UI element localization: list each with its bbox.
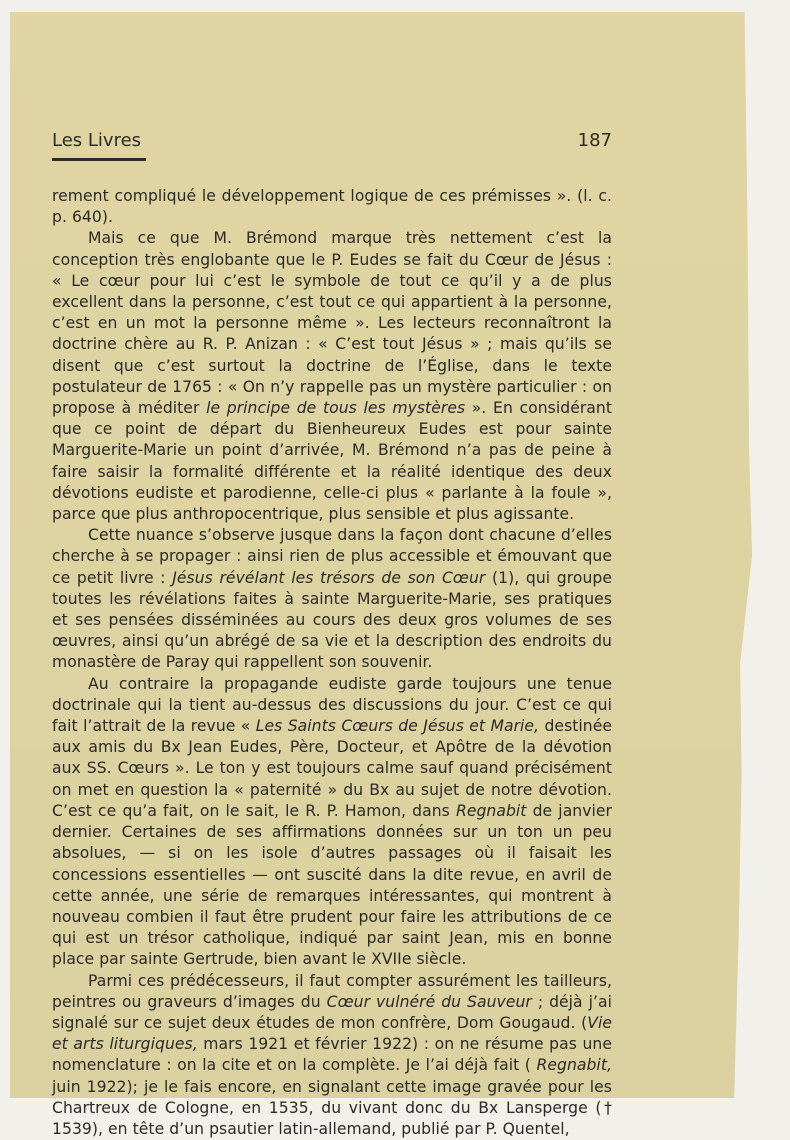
italic-text: Vie et arts liturgiques,	[52, 1013, 612, 1054]
text-span: mars 1921 et février 1922) : on ne résume pas une nomenclature : on la cite et on la complète. Je l’ai déjà fait (	[52, 1035, 612, 1075]
italic-text: Regnabit,	[536, 1056, 612, 1075]
paragraph	[52, 525, 612, 673]
text-span: Mais ce que M. Brémond marque très nettement c’est la conception très englobante que le P. Eudes se fait du Cœur de Jésus : « Le cœur pour lui c’est le symbole de tout ce qu’il y a de plus excellent dans la personne, c’est tout ce qui appartient à la personne, c’est en un mot la personne même ». Les lecteurs reconnaîtront la doctrine chère au R. P. Anizan : « C’est tout Jésus » ; mais qu’ils se disent que c’est surtout la doctrine de l’Église, dans le texte postulateur de 1765 : « On n’y rappelle pas un mystère particulier : on propose à méditer	[52, 229, 612, 418]
text-span: Cette nuance s’observe jusque dans la façon dont chacune d’elles cherche à se propager : ainsi rien de plus accessible et émouvant que ce petit livre :	[52, 526, 612, 587]
text-span: Au contraire la propagande eudiste garde toujours une tenue doctrinale qui la tient au-dessus des discussions du jour. C’est ce qui fait l’attrait de la revue «	[52, 674, 612, 736]
body-text	[52, 186, 612, 1140]
text-span: de janvier dernier. Certaines de ses affirmations données sur un ton un peu absolues, — si on les isole d’autres passages où il faisait les concessions essentielles — ont suscité dans la dite revue, en avril de cette année, une série de remarques intéressantes, qui montrent à nouveau combien il faut être prudent pour faire les attributions de ce qui est un trésor catholique, indiqué par saint Jean, mis en bonne place par sainte Gertrude, bien avant le XVIIe siècle.	[52, 801, 612, 969]
italic-text: Regnabit	[455, 801, 527, 820]
text-span: rement compliqué le développement logique de ces prémisses ». (l. c. p. 640).	[52, 187, 612, 227]
paragraph	[52, 971, 612, 1140]
italic-text: Cœur vulnéré du Sauveur	[326, 992, 532, 1011]
italic-text: Jésus révélant les trésors de son Cœur	[172, 568, 486, 587]
text-span: ; déjà j’ai signalé sur ce sujet deux études de mon confrère, Dom Gougaud. (	[52, 992, 612, 1032]
text-span: Parmi ces prédécesseurs, il faut compter assurément les tailleurs, peintres ou graveurs d’images du	[52, 971, 612, 1011]
italic-text: Les Saints Cœurs de Jésus et Marie,	[255, 717, 540, 736]
text-span: juin 1922); je le fais encore, en signalant cette image gravée pour les Chartreux de Cologne, en 1535, du vivant donc du Bx Lansperge († 1539), en tête d’un psautier latin-allemand, publié par P. Quentel,	[52, 1077, 612, 1138]
header-rule	[52, 158, 146, 161]
running-title: Les Livres	[52, 130, 142, 151]
paragraph	[52, 674, 612, 971]
page-number: 187	[577, 130, 612, 151]
text-span: ». En considérant que ce point de départ du Bienheureux Eudes est pour sainte Marguerite-Marie un point d’arrivée, M. Brémond n’a pas de peine à faire saisir la formalité différente et la réalité identique des deux dévotions eudiste et parodienne, celle-ci plus « parlante à la foule », parce que plus anthropocentrique, plus sensible et plus agissante.	[52, 399, 612, 524]
paragraph	[52, 228, 612, 525]
paragraph	[52, 186, 612, 228]
text-span: (1), qui groupe toutes les révélations faites à sainte Marguerite-Marie, ses pratiques et ses pensées disséminées au cours des deux gros volumes de ses œuvres, ainsi qu’un abrégé de sa vie et la description des endroits du monastère de Paray qui rappellent son souvenir.	[52, 568, 612, 672]
italic-text: le principe de tous les mystères	[206, 399, 466, 418]
text-span: destinée aux amis du Bx Jean Eudes, Père, Docteur, et Apôtre de la dévotion aux SS. Cœurs ». Le ton y est toujours calme sauf quand précisément on met en question la « paternité » du Bx au sujet de notre dévotion. C’est ce qu’a fait, on le sait, le R. P. Hamon, dans	[52, 717, 613, 820]
